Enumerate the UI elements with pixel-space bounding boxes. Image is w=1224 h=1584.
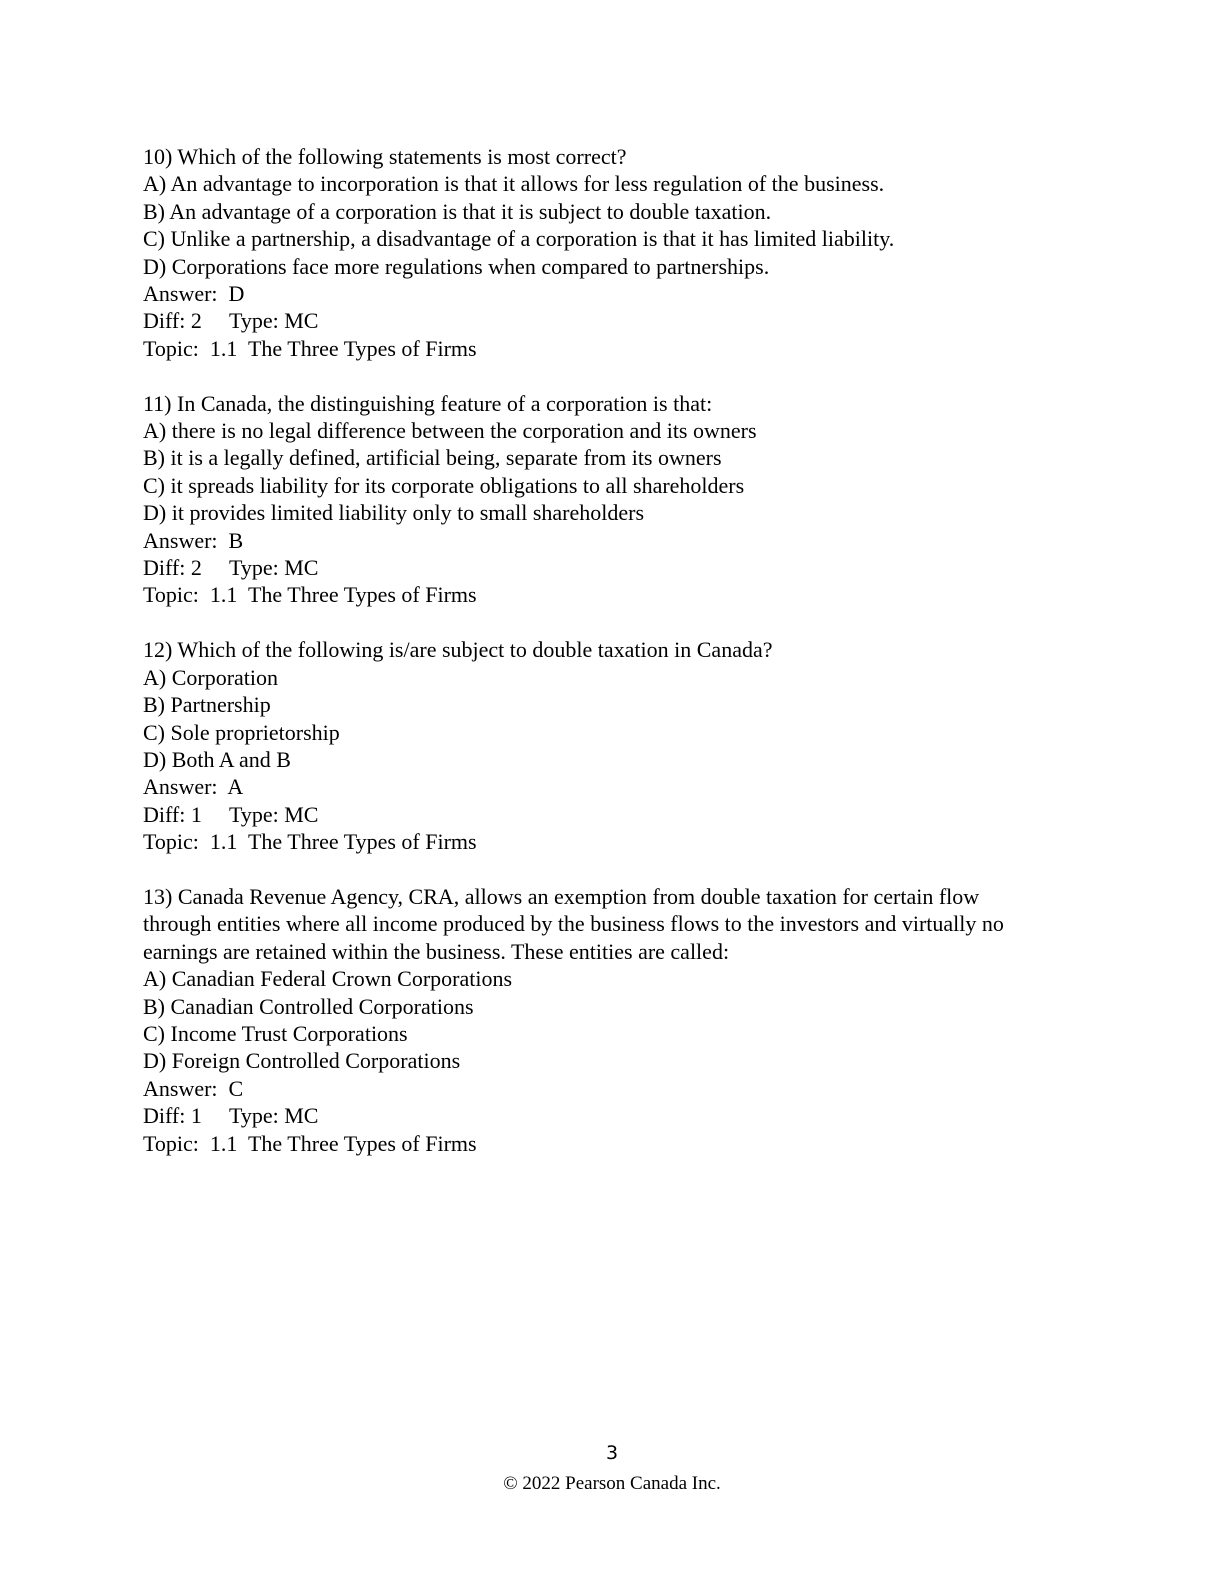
answer-option-d: D) Foreign Controlled Corporations [143,1048,461,1074]
question-11 [143,390,1083,609]
topic-line: Topic: 1.1 The Three Types of Firms [143,829,477,855]
answer-option-a: A) there is no legal difference between the corporation and its owners [143,418,757,444]
difficulty-type: Diff: 1 Type: MC [143,1103,319,1129]
question-stem: 11) In Canada, the distinguishing feature of a corporation is that: [143,390,713,416]
answer-key: Answer: B [143,527,244,553]
answer-option-c: C) Income Trust Corporations [143,1020,408,1046]
answer-option-a: A) Canadian Federal Crown Corporations [143,966,513,992]
answer-option-b: B) Canadian Controlled Corporations [143,993,474,1019]
question-list [143,143,1083,1184]
answer-key: Answer: C [143,1075,244,1101]
answer-option-b: B) An advantage of a corporation is that it is subject to double taxation. [143,198,772,224]
answer-option-c: C) Sole proprietorship [143,719,340,745]
answer-option-a: A) Corporation [143,664,279,690]
question-stem: 10) Which of the following statements is most correct? [143,144,627,169]
question-13 [143,883,1083,1157]
answer-option-a: A) An advantage to incorporation is that it allows for less regulation of the business. [143,171,885,197]
difficulty-type: Diff: 2 Type: MC [143,555,319,581]
topic-line: Topic: 1.1 The Three Types of Firms [143,582,477,608]
answer-key: Answer: D [143,281,245,307]
difficulty-type: Diff: 2 Type: MC [143,308,319,334]
answer-option-d: D) it provides limited liability only to small shareholders [143,500,645,526]
page-number: 3 [605,1442,619,1464]
answer-option-d: D) Corporations face more regulations when compared to partnerships. [143,253,770,279]
answer-option-c: C) Unlike a partnership, a disadvantage of a corporation is that it has limited liability. [143,226,895,252]
question-12 [143,636,1083,855]
topic-line: Topic: 1.1 The Three Types of Firms [143,1130,477,1156]
difficulty-type: Diff: 1 Type: MC [143,801,319,827]
question-stem: 12) Which of the following is/are subject to double taxation in Canada? [143,637,773,663]
topic-line: Topic: 1.1 The Three Types of Firms [143,335,477,361]
copyright-notice: © 2022 Pearson Canada Inc. [503,1473,721,1494]
answer-option-d: D) Both A and B [143,746,291,772]
question-stem: 13) Canada Revenue Agency, CRA, allows an exemption from double taxation for certain flow through entities where all income produced by the business flows to the investors and virtually no earnings are retained within the business. These entities are called: [143,883,1010,964]
answer-key: Answer: A [143,774,244,800]
answer-option-c: C) it spreads liability for its corporate obligations to all shareholders [143,472,745,498]
question-10 [143,143,1083,362]
answer-option-b: B) Partnership [143,692,271,718]
answer-option-b: B) it is a legally defined, artificial being, separate from its owners [143,445,722,471]
